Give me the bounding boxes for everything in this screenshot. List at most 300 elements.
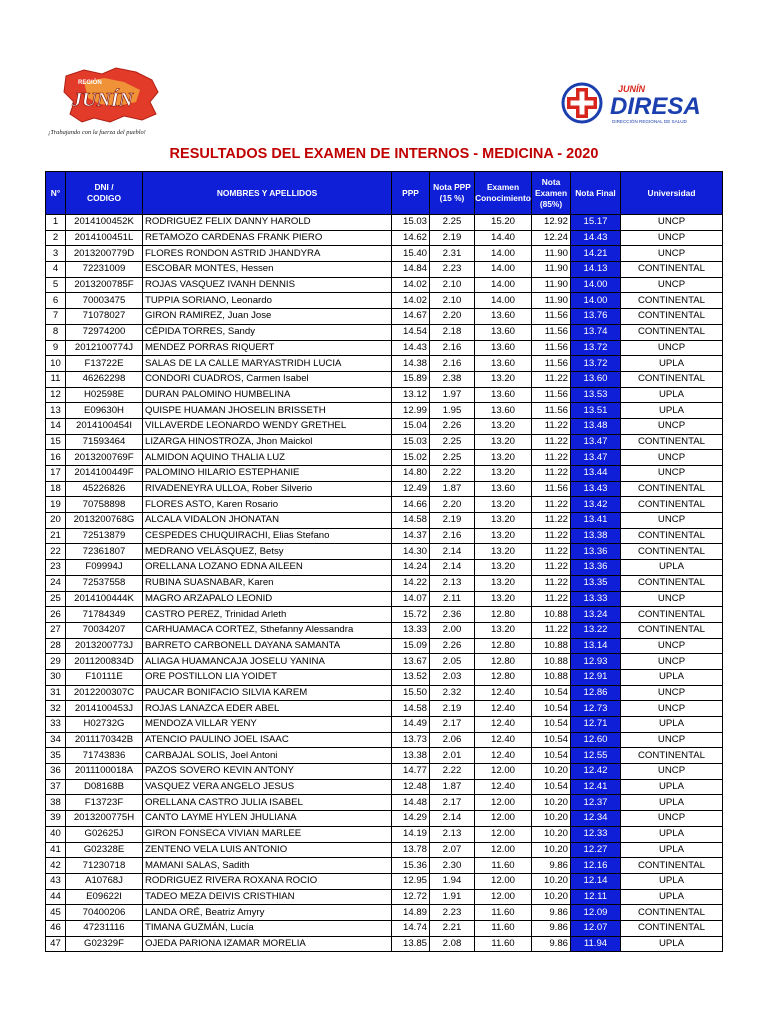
row-universidad: UNCP [621,246,723,262]
row-ppp: 14.77 [392,764,430,780]
row-nota-examen: 11.90 [532,293,571,309]
row-dni: 2013200769F [66,450,143,466]
row-nota-final: 13.72 [571,356,621,372]
table-row [46,764,723,780]
logo-diresa-subtitle: DIRECCIÓN REGIONAL DE SALUD [612,119,687,124]
row-nota-ppp: 2.14 [430,544,475,560]
row-name: CÉPIDA TORRES, Sandy [143,324,392,340]
row-number: 37 [46,779,66,795]
row-nota-final: 12.16 [571,858,621,874]
row-dni: 70003475 [66,293,143,309]
row-examen: 13.20 [475,497,532,513]
row-name: ALIAGA HUAMANCAJA JOSELU YANINA [143,654,392,670]
row-dni: 2013200775H [66,811,143,827]
row-universidad: UNCP [621,418,723,434]
row-number: 18 [46,481,66,497]
row-number: 23 [46,560,66,576]
row-nota-ppp: 2.23 [430,262,475,278]
row-dni: 2013200773J [66,638,143,654]
row-nota-final: 13.51 [571,403,621,419]
row-examen: 13.20 [475,450,532,466]
row-universidad: UNCP [621,638,723,654]
row-name: CARBAJAL SOLIS, Joel Antoni [143,748,392,764]
row-ppp: 14.37 [392,528,430,544]
row-name: GIRON RAMIREZ, Juan Jose [143,309,392,325]
row-ppp: 15.89 [392,371,430,387]
row-nota-examen: 11.56 [532,356,571,372]
header-universidad: Universidad [621,172,723,215]
row-ppp: 15.02 [392,450,430,466]
header-nota-ppp-line1: Nota PPP [433,182,471,192]
table-row [46,309,723,325]
row-examen: 12.40 [475,748,532,764]
row-nota-examen: 11.22 [532,450,571,466]
row-universidad: UPLA [621,826,723,842]
row-dni: 2012200307C [66,685,143,701]
row-universidad: CONTINENTAL [621,858,723,874]
row-examen: 13.60 [475,309,532,325]
row-universidad: UPLA [621,936,723,952]
table-row [46,701,723,717]
row-name: ORE POSTILLON LIA YOIDET [143,669,392,685]
row-number: 4 [46,262,66,278]
row-examen: 13.60 [475,403,532,419]
row-dni: 45226826 [66,481,143,497]
header-nota-examen-line2: Examen [534,187,568,198]
row-name: ALCALA VIDALON JHONATAN [143,513,392,529]
table-row [46,246,723,262]
row-nota-ppp: 2.21 [430,920,475,936]
table-row [46,293,723,309]
row-dni: 47231116 [66,920,143,936]
row-ppp: 14.58 [392,701,430,717]
row-number: 15 [46,434,66,450]
row-ppp: 15.03 [392,434,430,450]
row-name: QUISPE HUAMAN JHOSELIN BRISSETH [143,403,392,419]
row-ppp: 13.73 [392,732,430,748]
row-nota-ppp: 2.03 [430,669,475,685]
row-nota-final: 12.11 [571,889,621,905]
row-name: MAMANI SALAS, Sadith [143,858,392,874]
row-nota-examen: 10.54 [532,732,571,748]
row-dni: 2013200785F [66,277,143,293]
row-nota-examen: 11.56 [532,387,571,403]
row-number: 1 [46,215,66,231]
row-nota-examen: 11.56 [532,403,571,419]
row-ppp: 14.22 [392,575,430,591]
row-nota-ppp: 2.05 [430,654,475,670]
row-nota-ppp: 2.16 [430,528,475,544]
row-universidad: CONTINENTAL [621,324,723,340]
table-row [46,779,723,795]
row-number: 41 [46,842,66,858]
header-ppp: PPP [392,172,430,215]
row-nota-final: 13.72 [571,340,621,356]
row-dni: F09994J [66,560,143,576]
results-table [45,171,723,952]
row-universidad: UNCP [621,811,723,827]
row-name: ZENTENO VELA LUIS ANTONIO [143,842,392,858]
row-nota-examen: 11.56 [532,481,571,497]
row-name: CARHUAMACA CORTEZ, Sthefanny Alessandra [143,622,392,638]
row-universidad: UPLA [621,717,723,733]
row-nota-ppp: 2.31 [430,246,475,262]
row-universidad: CONTINENTAL [621,622,723,638]
row-dni: 72974200 [66,324,143,340]
header-nota-examen [532,172,571,215]
row-ppp: 14.54 [392,324,430,340]
row-name: TUPPIA SORIANO, Leonardo [143,293,392,309]
row-nota-examen: 11.22 [532,434,571,450]
table-row [46,638,723,654]
row-nota-final: 12.71 [571,717,621,733]
row-examen: 12.00 [475,889,532,905]
row-name: DURAN PALOMINO HUMBELINA [143,387,392,403]
row-number: 43 [46,873,66,889]
row-universidad: CONTINENTAL [621,748,723,764]
row-universidad: UPLA [621,403,723,419]
header-dni [66,172,143,215]
row-nota-ppp: 1.94 [430,873,475,889]
row-examen: 14.40 [475,230,532,246]
row-number: 36 [46,764,66,780]
row-universidad: UNCP [621,654,723,670]
table-row [46,842,723,858]
row-nota-examen: 10.20 [532,764,571,780]
row-nota-examen: 11.22 [532,418,571,434]
row-dni: 71593464 [66,434,143,450]
row-nota-ppp: 2.06 [430,732,475,748]
row-nota-final: 13.33 [571,591,621,607]
row-nota-ppp: 2.08 [430,936,475,952]
table-row [46,513,723,529]
row-examen: 12.80 [475,638,532,654]
row-nota-final: 13.42 [571,497,621,513]
row-ppp: 14.66 [392,497,430,513]
row-examen: 12.00 [475,764,532,780]
row-nota-final: 13.53 [571,387,621,403]
row-name: ESCOBAR MONTES, Hessen [143,262,392,278]
row-dni: 2014100449F [66,466,143,482]
row-nota-examen: 11.22 [532,575,571,591]
row-nota-examen: 11.22 [532,560,571,576]
logo-slogan: ¡Trabajando con la fuerza del pueblo! [48,129,146,136]
row-nota-examen: 10.54 [532,701,571,717]
row-universidad: CONTINENTAL [621,497,723,513]
row-dni: E09622I [66,889,143,905]
row-number: 29 [46,654,66,670]
table-row [46,920,723,936]
row-examen: 14.00 [475,262,532,278]
table-row [46,434,723,450]
row-nota-examen: 10.20 [532,842,571,858]
row-nota-ppp: 2.20 [430,497,475,513]
row-dni: G02625J [66,826,143,842]
row-number: 44 [46,889,66,905]
row-name: MEDRANO VELÁSQUEZ, Betsy [143,544,392,560]
row-nota-final: 12.09 [571,905,621,921]
row-ppp: 15.50 [392,685,430,701]
row-nota-ppp: 2.16 [430,356,475,372]
row-dni: 2013200768G [66,513,143,529]
header-name: NOMBRES Y APELLIDOS [143,172,392,215]
row-ppp: 14.24 [392,560,430,576]
table-row [46,418,723,434]
row-examen: 13.20 [475,544,532,560]
row-nota-examen: 10.20 [532,873,571,889]
row-number: 16 [46,450,66,466]
header-nota-ppp-line2: (15 %) [439,193,465,203]
table-row [46,387,723,403]
row-dni: G02328E [66,842,143,858]
header-dni-line1: DNI / [94,182,114,192]
row-nota-examen: 10.88 [532,638,571,654]
row-dni: 70758898 [66,497,143,513]
table-row [46,575,723,591]
row-nota-examen: 11.56 [532,309,571,325]
row-number: 5 [46,277,66,293]
row-name: RUBINA SUASNABAR, Karen [143,575,392,591]
row-dni: 2013200779D [66,246,143,262]
table-row [46,811,723,827]
row-number: 10 [46,356,66,372]
row-name: FLORES ASTO, Karen Rosario [143,497,392,513]
row-ppp: 12.48 [392,779,430,795]
row-dni: 72537558 [66,575,143,591]
row-nota-examen: 10.20 [532,826,571,842]
row-universidad: UNCP [621,764,723,780]
row-number: 25 [46,591,66,607]
row-ppp: 12.95 [392,873,430,889]
table-header-row [46,172,723,215]
row-nota-ppp: 2.19 [430,230,475,246]
row-universidad: UNCP [621,450,723,466]
row-universidad: UPLA [621,669,723,685]
row-universidad: UPLA [621,779,723,795]
row-universidad: UNCP [621,340,723,356]
row-name: PALOMINO HILARIO ESTEPHANIE [143,466,392,482]
diresa-logo [560,78,720,128]
row-number: 31 [46,685,66,701]
row-dni: H02732G [66,717,143,733]
row-number: 30 [46,669,66,685]
row-universidad: UPLA [621,795,723,811]
row-number: 26 [46,607,66,623]
row-examen: 12.40 [475,701,532,717]
row-dni: 2014100454I [66,418,143,434]
row-examen: 12.40 [475,685,532,701]
table-row [46,450,723,466]
row-nota-final: 13.43 [571,481,621,497]
row-examen: 12.00 [475,873,532,889]
row-ppp: 14.80 [392,466,430,482]
table-row [46,560,723,576]
row-nota-final: 12.37 [571,795,621,811]
document-title: RESULTADOS DEL EXAMEN DE INTERNOS - MEDICINA - 2020 [169,146,599,162]
row-nota-examen: 11.22 [532,513,571,529]
row-nota-ppp: 2.10 [430,293,475,309]
table-row [46,858,723,874]
row-nota-ppp: 2.14 [430,560,475,576]
row-name: ROJAS LANAZCA EDER ABEL [143,701,392,717]
row-ppp: 14.74 [392,920,430,936]
table-row [46,905,723,921]
row-nota-examen: 11.22 [532,528,571,544]
row-dni: 71743836 [66,748,143,764]
row-examen: 13.20 [475,528,532,544]
row-nota-final: 13.47 [571,434,621,450]
row-name: LIZARGA HINOSTROZA, Jhon Maickol [143,434,392,450]
row-ppp: 14.67 [392,309,430,325]
row-universidad: UNCP [621,215,723,231]
row-number: 24 [46,575,66,591]
row-ppp: 15.72 [392,607,430,623]
row-name: TIMANA GUZMÁN, Lucía [143,920,392,936]
table-row [46,654,723,670]
row-universidad: CONTINENTAL [621,262,723,278]
table-row [46,591,723,607]
row-dni: 2014100453J [66,701,143,717]
row-universidad: UNCP [621,230,723,246]
row-nota-ppp: 1.91 [430,889,475,905]
row-nota-ppp: 2.32 [430,685,475,701]
row-nota-examen: 11.22 [532,622,571,638]
row-dni: 2011100018A [66,764,143,780]
row-examen: 13.20 [475,371,532,387]
table-row [46,497,723,513]
row-universidad: UNCP [621,685,723,701]
row-nota-final: 13.74 [571,324,621,340]
table-row [46,685,723,701]
row-number: 46 [46,920,66,936]
row-nota-ppp: 2.30 [430,858,475,874]
header-nota-examen-line3: (85%) [539,198,563,209]
row-nota-final: 12.07 [571,920,621,936]
row-nota-examen: 10.54 [532,748,571,764]
row-dni: 70400206 [66,905,143,921]
row-number: 32 [46,701,66,717]
row-nota-examen: 10.54 [532,717,571,733]
table-row [46,340,723,356]
row-nota-ppp: 2.23 [430,905,475,921]
logo-junin-label: JUNÍN [72,89,134,111]
row-nota-examen: 11.22 [532,371,571,387]
row-dni: 71784349 [66,607,143,623]
row-dni: F13722E [66,356,143,372]
row-ppp: 13.85 [392,936,430,952]
row-universidad: CONTINENTAL [621,371,723,387]
row-examen: 13.20 [475,434,532,450]
row-examen: 13.20 [475,513,532,529]
row-name: LANDA ORÉ, Beatriz Amyry [143,905,392,921]
table-row [46,277,723,293]
row-nota-final: 13.36 [571,544,621,560]
row-ppp: 15.09 [392,638,430,654]
row-number: 21 [46,528,66,544]
row-ppp: 15.36 [392,858,430,874]
row-dni: H02598E [66,387,143,403]
row-universidad: UPLA [621,356,723,372]
row-nota-examen: 11.90 [532,246,571,262]
table-row [46,748,723,764]
row-name: RODRIGUEZ RIVERA ROXANA ROCIO [143,873,392,889]
row-universidad: UPLA [621,387,723,403]
row-nota-examen: 11.56 [532,340,571,356]
row-name: FLORES RONDON ASTRID JHANDYRA [143,246,392,262]
header-nota-examen-line1: Nota [541,176,561,187]
row-nota-examen: 10.20 [532,811,571,827]
row-name: MENDOZA VILLAR YENY [143,717,392,733]
row-universidad: CONTINENTAL [621,607,723,623]
row-number: 6 [46,293,66,309]
row-name: SALAS DE LA CALLE MARYASTRIDH LUCIA [143,356,392,372]
row-nota-examen: 10.54 [532,685,571,701]
table-row [46,607,723,623]
row-examen: 13.60 [475,481,532,497]
row-examen: 12.80 [475,607,532,623]
row-ppp: 12.99 [392,403,430,419]
row-nota-ppp: 2.11 [430,591,475,607]
row-nota-examen: 10.54 [532,779,571,795]
row-nota-examen: 11.22 [532,544,571,560]
row-dni: D08168B [66,779,143,795]
row-nota-final: 13.36 [571,560,621,576]
row-number: 34 [46,732,66,748]
row-ppp: 14.02 [392,277,430,293]
row-ppp: 14.19 [392,826,430,842]
row-name: CANTO LAYME HYLEN JHULIANA [143,811,392,827]
row-universidad: UNCP [621,466,723,482]
row-nota-examen: 11.22 [532,497,571,513]
row-examen: 15.20 [475,215,532,231]
row-nota-final: 12.86 [571,685,621,701]
row-nota-final: 12.14 [571,873,621,889]
table-row [46,371,723,387]
row-nota-examen: 11.22 [532,591,571,607]
row-examen: 14.00 [475,293,532,309]
row-number: 2 [46,230,66,246]
row-nota-final: 11.94 [571,936,621,952]
row-nota-final: 13.24 [571,607,621,623]
row-ppp: 14.38 [392,356,430,372]
row-number: 28 [46,638,66,654]
row-number: 33 [46,717,66,733]
row-ppp: 14.02 [392,293,430,309]
logo-diresa-top: JUNÍN [618,84,646,94]
row-number: 45 [46,905,66,921]
row-universidad: CONTINENTAL [621,309,723,325]
row-nota-final: 13.47 [571,450,621,466]
row-nota-examen: 12.24 [532,230,571,246]
row-name: ATENCIO PAULINO JOEL ISAAC [143,732,392,748]
row-nota-examen: 10.20 [532,795,571,811]
row-dni: 2011170342B [66,732,143,748]
logo-diresa-name: DIRESA [610,93,701,120]
row-examen: 14.00 [475,277,532,293]
table-row [46,324,723,340]
row-universidad: CONTINENTAL [621,293,723,309]
row-examen: 12.00 [475,842,532,858]
row-ppp: 14.43 [392,340,430,356]
row-nota-ppp: 2.07 [430,842,475,858]
header-num: N° [46,172,66,215]
logo-region-label: REGIÓN [78,80,102,86]
row-universidad: CONTINENTAL [621,920,723,936]
row-ppp: 13.33 [392,622,430,638]
row-universidad: UPLA [621,842,723,858]
row-nota-final: 13.41 [571,513,621,529]
row-universidad: CONTINENTAL [621,575,723,591]
